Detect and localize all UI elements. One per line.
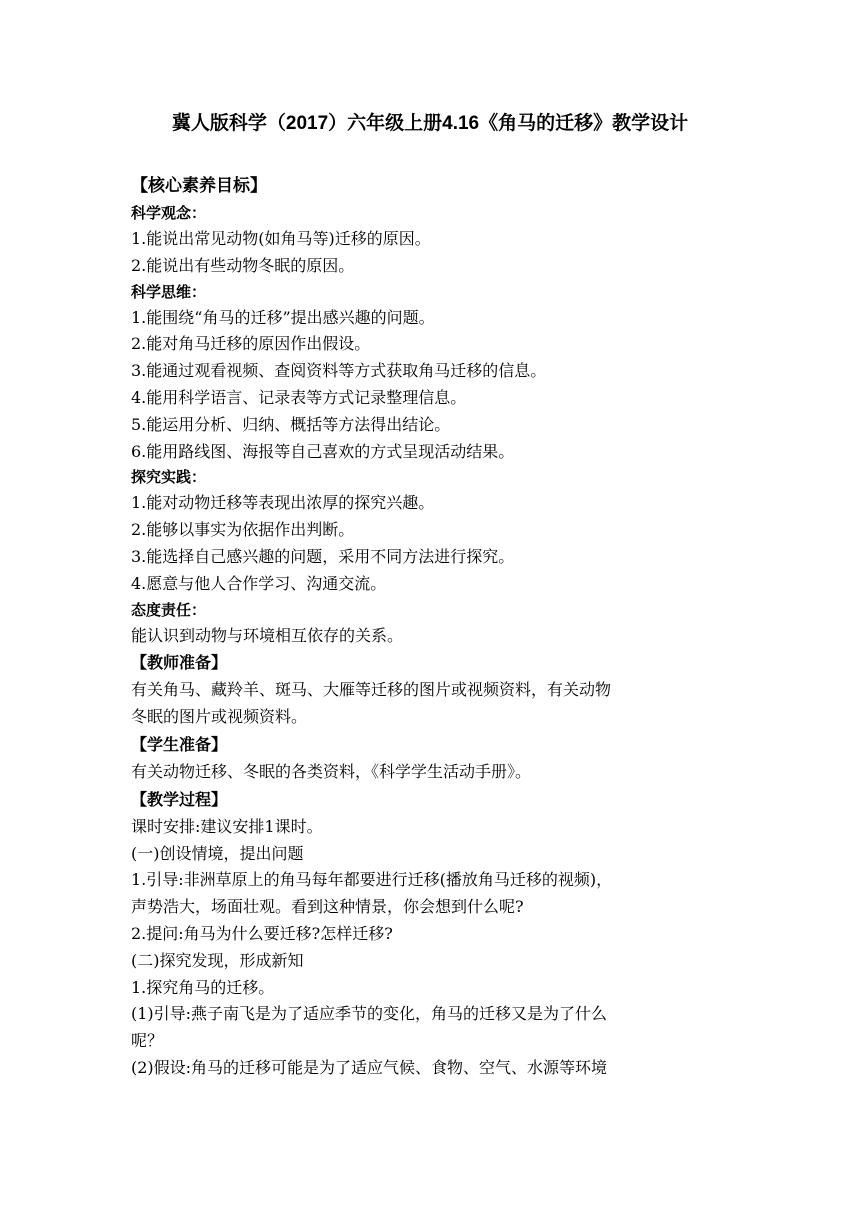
student-prep-heading: 【学生准备】	[131, 734, 228, 754]
process-line-2: (一)创设情境，提出问题	[131, 843, 304, 863]
science-thinking-item-5: 5.能运用分析、归纳、概括等方法得出结论。	[131, 414, 451, 434]
science-concept-item-1: 1.能说出常见动物(如角马等)迁移的原因。	[131, 229, 431, 248]
inquiry-practice-heading: 探究实践：	[131, 468, 207, 487]
science-thinking-item-3: 3.能通过观看视频、查阅资料等方式获取角马迁移的信息。	[131, 361, 547, 381]
process-line-1: 课时安排:建议安排1课时。	[131, 816, 323, 836]
attitude-item-1: 能认识到动物与环境相互依存的关系。	[131, 625, 404, 645]
process-line-6: (二)探究发现，形成新知	[131, 950, 304, 970]
science-thinking-heading: 科学思维：	[131, 282, 207, 301]
process-line-5: 2.提问:角马为什么要迁移?怎样迁移?	[131, 923, 393, 943]
process-line-10: (2)假设:角马的迁移可能是为了适应气候、食物、空气、水源等环境	[131, 1057, 608, 1077]
teacher-prep-line-1: 有关角马、藏羚羊、斑马、大雁等迁移的图片或视频资料，有关动物	[131, 680, 612, 700]
process-line-9: 呢？	[131, 1031, 164, 1051]
inquiry-practice-item-1: 1.能对动物迁移等表现出浓厚的探究兴趣。	[131, 493, 435, 513]
inquiry-practice-item-4: 4.愿意与他人合作学习、沟通交流。	[131, 573, 387, 593]
core-goals-heading: 【核心素养目标】	[131, 176, 267, 196]
document-title: 冀人版科学（2017）六年级上册4.16《角马的迁移》教学设计	[171, 113, 689, 134]
process-line-7: 1.探究角马的迁移。	[131, 977, 275, 997]
inquiry-practice-item-2: 2.能够以事实为依据作出判断。	[131, 520, 355, 540]
science-thinking-item-6: 6.能用路线图、海报等自己喜欢的方式呈现活动结果。	[131, 441, 515, 461]
process-line-8: (1)引导:燕子南飞是为了适应季节的变化，角马的迁移又是为了什么	[131, 1004, 608, 1024]
student-prep-line-1: 有关动物迁移、冬眠的各类资料，《科学学生活动手册》。	[131, 761, 532, 781]
inquiry-practice-item-3: 3.能选择自己感兴趣的问题，采用不同方法进行探究。	[131, 546, 515, 566]
science-thinking-item-1: 1.能围绕“角马的迁移”提出感兴趣的问题。	[131, 307, 435, 327]
science-concept-heading: 科学观念：	[131, 204, 207, 222]
teacher-prep-line-2: 冬眠的图片或视频资料。	[131, 707, 308, 727]
teacher-prep-heading: 【教师准备】	[131, 653, 228, 673]
attitude-heading: 态度责任：	[131, 600, 207, 619]
science-concept-item-2: 2.能说出有些动物冬眠的原因。	[131, 255, 355, 275]
science-thinking-item-2: 2.能对角马迁移的原因作出假设。	[131, 334, 371, 354]
process-line-4: 声势浩大，场面壮观。看到这种情景，你会想到什么呢?	[131, 897, 524, 917]
process-line-3: 1.引导:非洲草原上的角马每年都要进行迁移(播放角马迁移的视频)，	[131, 870, 613, 890]
document-body	[131, 171, 739, 1082]
teaching-process-heading: 【教学过程】	[131, 789, 228, 809]
science-thinking-item-4: 4.能用科学语言、记录表等方式记录整理信息。	[131, 387, 467, 407]
